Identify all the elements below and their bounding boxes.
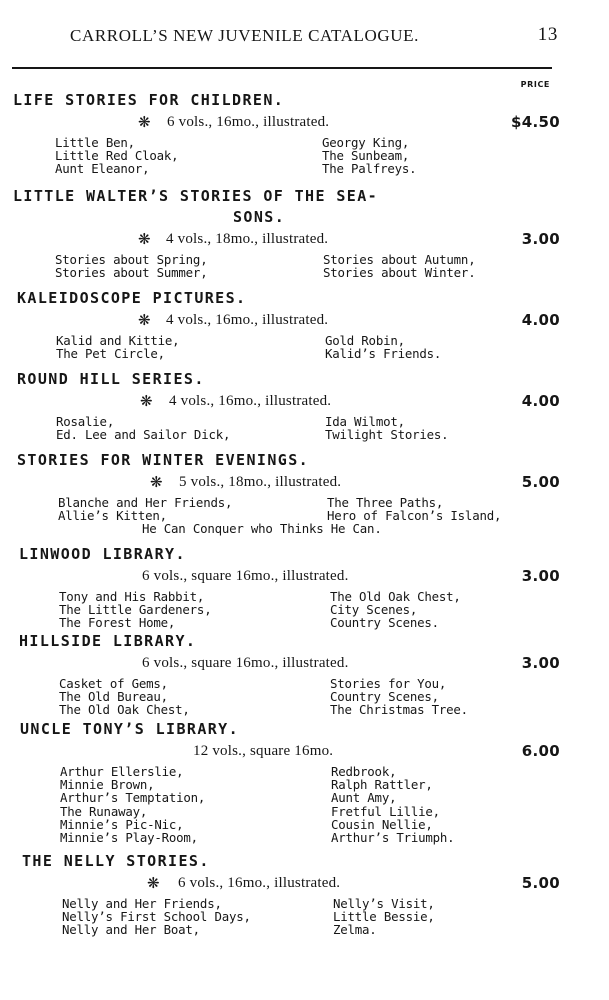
volume-title: The Sunbeam,: [322, 148, 410, 164]
volume-row: [0, 818, 609, 831]
volume-row: [0, 703, 609, 716]
asterism-icon: ❋: [147, 874, 160, 892]
volume-title: Cousin Nellie,: [331, 816, 433, 832]
volume-title: Country Scenes,: [330, 689, 439, 705]
series-title: [0, 631, 609, 652]
edition-description: 4 vols., 16mo., illustrated.: [166, 312, 329, 328]
volume-title: Nelly and Her Friends,: [62, 896, 222, 911]
edition-description: 12 vols., square 16mo.: [193, 743, 334, 759]
volume-title: The Old Oak Chest,: [59, 702, 190, 718]
edition-line: [0, 653, 609, 674]
volume-title: Stories about Winter.: [323, 265, 476, 281]
edition-description: 6 vols., square 16mo., illustrated.: [142, 568, 349, 584]
edition-line: [0, 472, 609, 493]
volume-row: [0, 805, 609, 818]
series-title: [0, 851, 609, 872]
volume-title: The Runaway,: [60, 803, 148, 819]
volume-title: Stories for You,: [330, 676, 447, 691]
catalogue-entry: [0, 631, 609, 717]
volume-title: Georgy King,: [322, 135, 410, 150]
volume-title: The Old Bureau,: [59, 689, 168, 705]
edition-description: 4 vols., 18mo., illustrated.: [166, 231, 329, 247]
catalogue-entry: [0, 369, 609, 441]
volume-title: City Scenes,: [330, 602, 418, 618]
volume-title: Nelly’s First School Days,: [62, 909, 251, 925]
edition-line: [0, 566, 609, 587]
edition-description: 6 vols., 16mo., illustrated.: [178, 875, 341, 891]
catalogue-entry: [0, 851, 609, 937]
series-title-text: KALEIDOSCOPE PICTURES.: [17, 289, 247, 307]
volume-title: Tony and His Rabbit,: [59, 589, 205, 604]
volume-title: The Forest Home,: [59, 615, 176, 631]
edition-description: 5 vols., 18mo., illustrated.: [179, 474, 342, 490]
volume-title: Blanche and Her Friends,: [58, 495, 233, 510]
series-price: 5.00: [521, 874, 560, 892]
asterism-icon: ❋: [140, 392, 153, 410]
series-title: [0, 450, 609, 471]
edition-description: 4 vols., 16mo., illustrated.: [169, 393, 332, 409]
asterism-icon: ❋: [138, 113, 151, 131]
series-price: 3.00: [521, 567, 560, 585]
volume-row: [0, 347, 609, 360]
series-price: 3.00: [521, 654, 560, 672]
price-column-header: PRICE: [520, 80, 550, 89]
volume-title: Minnie Brown,: [60, 777, 155, 793]
volume-title: Kalid’s Friends.: [325, 346, 442, 362]
volume-title: Arthur Ellerslie,: [60, 764, 184, 779]
volume-title: Aunt Amy,: [331, 790, 397, 806]
catalogue-entry: [0, 450, 609, 536]
volume-title: The Little Gardeners,: [59, 602, 212, 618]
series-title-text: THE NELLY STORIES.: [22, 852, 210, 870]
series-title-text: LIFE STORIES FOR CHILDREN.: [13, 91, 285, 109]
volume-row: [0, 791, 609, 804]
series-price: 3.00: [521, 230, 560, 248]
volume-title: Little Ben,: [55, 135, 135, 150]
volume-title: Redbrook,: [331, 764, 397, 779]
volume-title: Casket of Gems,: [59, 676, 168, 691]
series-title-text: HILLSIDE LIBRARY.: [19, 632, 197, 650]
edition-line: [0, 310, 609, 331]
catalogue-entry: [0, 186, 609, 279]
running-title: CARROLL’S NEW JUVENILE CATALOGUE.: [70, 26, 419, 45]
volume-titles: [0, 496, 609, 536]
edition-description: 6 vols., square 16mo., illustrated.: [142, 655, 349, 671]
edition-line: [0, 229, 609, 250]
catalogue-entry: [0, 90, 609, 176]
volume-title: Nelly’s Visit,: [333, 896, 435, 911]
volume-title: He Can Conquer who Thinks He Can.: [142, 521, 382, 537]
volume-row: [0, 831, 609, 844]
volume-title: Little Red Cloak,: [55, 148, 179, 164]
series-price: 5.00: [521, 473, 560, 491]
volume-title: Aunt Eleanor,: [55, 161, 150, 177]
volume-title: Allie’s Kitten,: [58, 508, 167, 524]
volume-titles: [0, 415, 609, 441]
volume-title: The Palfreys.: [322, 161, 417, 177]
volume-row: [0, 266, 609, 279]
volume-titles: [0, 897, 609, 937]
header-rule: [12, 67, 552, 69]
volume-title: Minnie’s Play-Room,: [60, 829, 198, 845]
volume-row: [0, 522, 609, 535]
series-price: 4.00: [521, 392, 560, 410]
catalogue-entry: [0, 288, 609, 360]
series-title-text: LITTLE WALTER’S STORIES OF THE SEA-: [13, 187, 379, 205]
volume-title: Rosalie,: [56, 414, 115, 429]
series-price: $4.50: [511, 113, 560, 131]
volume-title: Ralph Rattler,: [331, 777, 433, 793]
series-title: [0, 369, 609, 390]
series-title-text: STORIES FOR WINTER EVENINGS.: [17, 451, 310, 469]
volume-title: Stories about Summer,: [55, 265, 208, 281]
series-price: 4.00: [521, 311, 560, 329]
page-header: [70, 26, 558, 50]
series-title-text: LINWOOD LIBRARY.: [19, 545, 186, 563]
volume-title: The Three Paths,: [327, 495, 444, 510]
volume-title: Kalid and Kittie,: [56, 333, 180, 348]
volume-title: Gold Robin,: [325, 333, 405, 348]
volume-title: Nelly and Her Boat,: [62, 922, 200, 938]
edition-description: 6 vols., 16mo., illustrated.: [167, 114, 330, 130]
series-title-continuation: SONS.: [233, 208, 286, 226]
series-title: [0, 719, 609, 740]
volume-title: Fretful Lillie,: [331, 803, 440, 819]
series-price: 6.00: [521, 742, 560, 760]
page-number: 13: [537, 24, 558, 45]
volume-title: Stories about Spring,: [55, 252, 208, 267]
volume-titles: [0, 590, 609, 630]
asterism-icon: ❋: [150, 473, 163, 491]
volume-title: Zelma.: [333, 922, 377, 938]
series-title: [0, 288, 609, 309]
volume-titles: [0, 677, 609, 717]
volume-row: [0, 162, 609, 175]
volume-title: The Pet Circle,: [56, 346, 165, 362]
volume-title: The Christmas Tree.: [330, 702, 468, 718]
volume-title: The Old Oak Chest,: [330, 589, 461, 604]
volume-title: Ed. Lee and Sailor Dick,: [56, 427, 231, 443]
series-title-text: UNCLE TONY’S LIBRARY.: [20, 720, 240, 738]
volume-title: Hero of Falcon’s Island,: [327, 508, 502, 524]
volume-title: Country Scenes.: [330, 615, 439, 631]
volume-titles: [0, 765, 609, 844]
volume-titles: [0, 136, 609, 176]
volume-titles: [0, 334, 609, 360]
asterism-icon: ❋: [138, 311, 151, 329]
volume-title: Stories about Autumn,: [323, 252, 476, 267]
edition-line: [0, 741, 609, 762]
edition-line: [0, 112, 609, 133]
volume-row: [0, 428, 609, 441]
volume-title: Arthur’s Triumph.: [331, 829, 455, 845]
volume-row: [0, 616, 609, 629]
volume-title: Ida Wilmot,: [325, 414, 405, 429]
asterism-icon: ❋: [138, 230, 151, 248]
edition-line: [0, 391, 609, 412]
volume-titles: [0, 253, 609, 279]
volume-title: Little Bessie,: [333, 909, 435, 925]
series-title: [0, 186, 609, 228]
series-title-text: ROUND HILL SERIES.: [17, 370, 205, 388]
volume-title: Twilight Stories.: [325, 427, 449, 443]
series-title: [0, 90, 609, 111]
series-title: [0, 544, 609, 565]
volume-title: Minnie’s Pic-Nic,: [60, 816, 184, 832]
volume-row: [0, 923, 609, 936]
catalogue-entry: [0, 719, 609, 844]
edition-line: [0, 873, 609, 894]
catalogue-entry: [0, 544, 609, 630]
volume-title: Arthur’s Temptation,: [60, 790, 206, 806]
